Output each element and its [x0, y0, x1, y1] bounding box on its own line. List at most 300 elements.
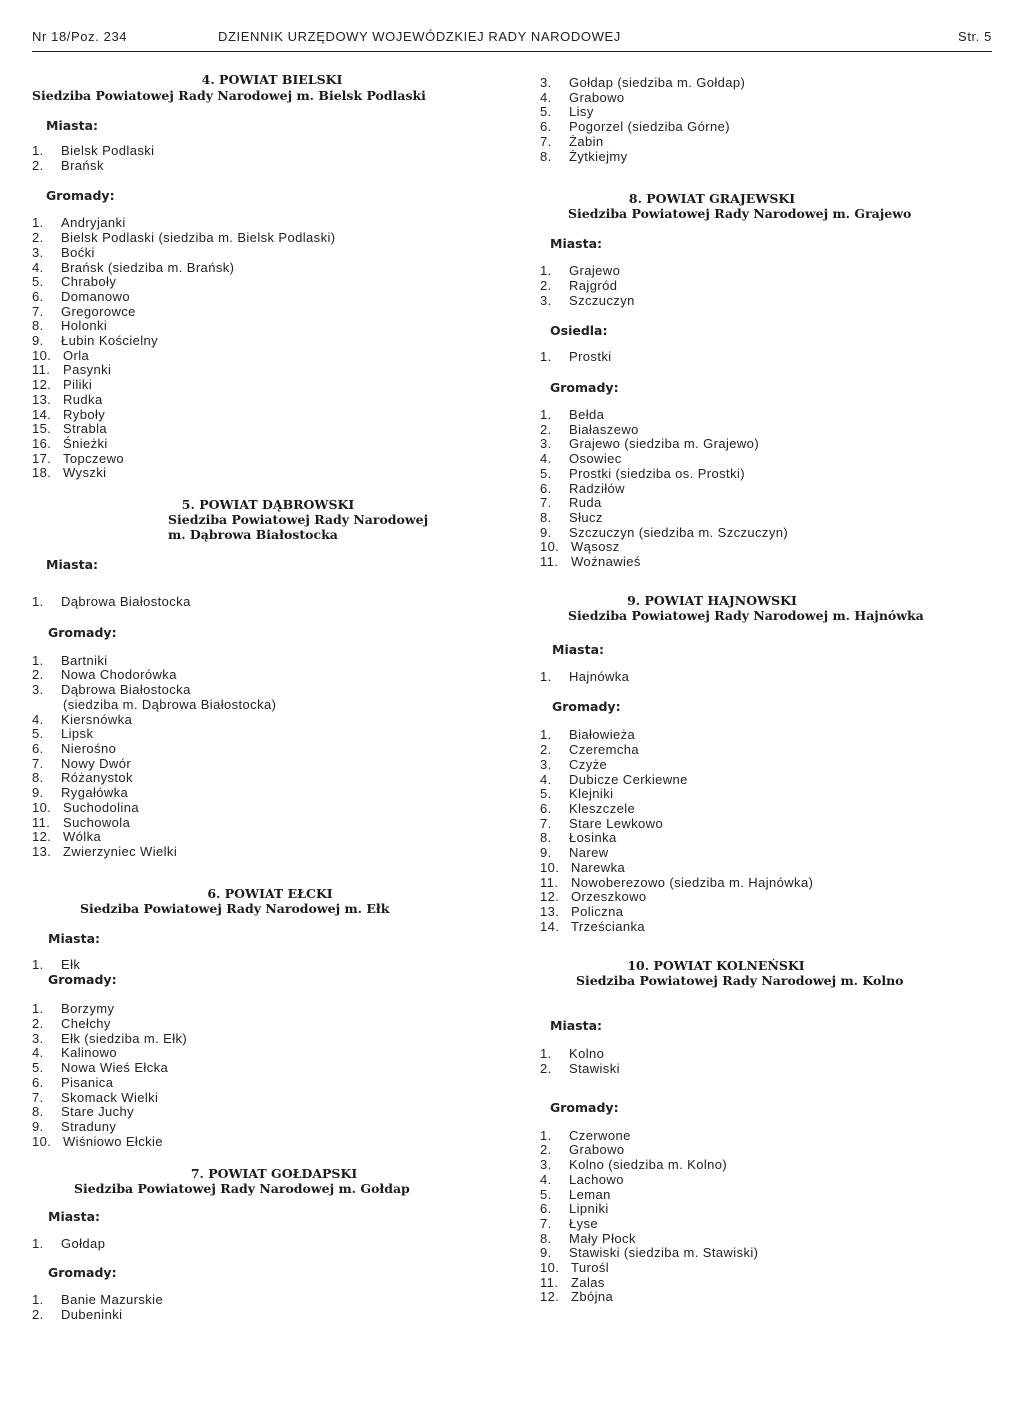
list-item	[32, 1076, 502, 1091]
item-number: 12.	[32, 829, 52, 845]
list-item	[540, 817, 1000, 832]
item-text: Kolno	[569, 1046, 605, 1062]
item-text: Orla	[63, 347, 90, 363]
journal-title: DZIENNIK URZĘDOWY WOJEWÓDZKIEJ RADY NARODOWEJ	[218, 29, 621, 44]
item-number: 2.	[540, 742, 552, 758]
seat-elcki: Siedziba Powiatowej Rady Narodowej m. Ełk	[80, 900, 390, 916]
item-text: Kolno (siedziba m. Kolno)	[569, 1157, 728, 1173]
item-number: 2.	[540, 421, 552, 437]
item-number: 2.	[32, 667, 44, 683]
item-number: 13.	[32, 843, 52, 859]
item-text: Szczuczyn (siedziba m. Szczuczyn)	[569, 524, 789, 540]
list-item	[540, 1188, 1000, 1203]
item-text: Zwierzyniec Wielki	[63, 843, 178, 859]
item-number: 1.	[32, 215, 44, 231]
item-number: 1.	[540, 1046, 552, 1062]
section-title-goldapski: 7. POWIAT GOŁDAPSKI	[190, 1166, 358, 1182]
label-miasta: Miasta:	[46, 557, 99, 573]
list-gromady-bielski	[32, 216, 502, 481]
list-item	[32, 1002, 502, 1017]
item-number: 2.	[32, 1306, 44, 1322]
list-item	[540, 76, 1000, 91]
list-item	[540, 1202, 1000, 1217]
section-title-bielski: 4. POWIAT BIELSKI	[201, 72, 343, 87]
item-text: Nowoberezowo (siedziba m. Hajnówka)	[571, 874, 814, 890]
list-item	[32, 319, 502, 334]
item-text: Kalinowo	[61, 1045, 117, 1061]
item-text: Grabowo	[569, 1142, 625, 1158]
item-text: Banie Mazurskie	[61, 1292, 164, 1308]
item-number: 12.	[32, 377, 52, 393]
item-number: 15.	[32, 421, 52, 437]
item-text: Osowiec	[569, 451, 622, 467]
item-number: 2.	[32, 230, 44, 246]
item-text: Grajewo (siedziba m. Grajewo)	[569, 436, 760, 452]
list-item	[540, 91, 1000, 106]
item-text: Domanowo	[61, 288, 130, 304]
item-number: 7.	[540, 495, 552, 511]
item-text: Brańsk (siedziba m. Brańsk)	[61, 259, 235, 275]
list-item	[540, 482, 1000, 497]
seat-grajewski: Siedziba Powiatowej Rady Narodowej m. Grajewo	[568, 206, 912, 222]
seat-goldapski: Siedziba Powiatowej Rady Narodowej m. Gołdap	[74, 1181, 410, 1197]
item-number: 7.	[32, 303, 44, 319]
list-item	[540, 1217, 1000, 1232]
label-miasta: Miasta:	[46, 118, 99, 133]
item-number: 14.	[540, 918, 560, 934]
item-number: 11.	[32, 362, 51, 378]
item-text: Andryjanki	[61, 215, 126, 231]
item-number: 4.	[540, 451, 552, 467]
list-item	[32, 698, 502, 713]
item-number: 4.	[540, 771, 552, 787]
item-text: Grajewo	[569, 263, 621, 279]
item-text: Chełchy	[61, 1016, 111, 1032]
label-gromady: Gromady:	[46, 188, 115, 204]
item-text: Topczewo	[63, 450, 125, 466]
item-number: 11.	[540, 554, 559, 570]
item-number: 12.	[540, 889, 560, 905]
list-item	[32, 786, 502, 801]
section-title-kolnenski: 10. POWIAT KOLNEŃSKI	[627, 958, 805, 974]
list-item	[32, 845, 502, 860]
list-gromady-hajnowski	[540, 728, 1000, 934]
list-item	[540, 1232, 1000, 1247]
list-miasta-dabrowski	[32, 595, 502, 610]
section-title-hajnowski: 9. POWIAT HAJNOWSKI	[627, 592, 797, 608]
list-item	[32, 654, 502, 669]
list-item	[540, 264, 1000, 279]
item-text: Nowa Chodorówka	[61, 667, 177, 683]
list-miasta-kolnenski	[540, 1047, 1000, 1076]
item-text: Dubicze Cerkiewne	[569, 771, 688, 787]
item-text: Łubin Kościelny	[61, 333, 159, 349]
item-number: 1.	[32, 956, 44, 972]
item-number: 16.	[32, 435, 52, 451]
item-text: Łosinka	[569, 830, 617, 846]
list-item	[32, 466, 502, 481]
list-item	[540, 1290, 1000, 1305]
item-text: Kleszczele	[569, 800, 636, 816]
list-item	[540, 743, 1000, 758]
item-number: 2.	[540, 1061, 552, 1077]
item-number: 1.	[32, 594, 44, 610]
item-number: 2.	[32, 1016, 44, 1032]
item-number: 8.	[540, 509, 552, 525]
item-number: 6.	[32, 740, 44, 756]
item-number: 1.	[540, 727, 552, 743]
list-item	[32, 1032, 502, 1047]
list-item	[32, 159, 502, 174]
item-text: Piliki	[63, 377, 93, 393]
list-item	[32, 363, 502, 378]
list-item	[540, 135, 1000, 150]
item-text: Wiśniowo Ełckie	[63, 1133, 163, 1149]
seat-dabrowski-line2: m. Dąbrowa Białostocka	[168, 527, 338, 543]
item-text: Słucz	[569, 509, 603, 525]
list-item	[32, 713, 502, 728]
item-text: Skomack Wielki	[61, 1089, 159, 1105]
list-item	[540, 467, 1000, 482]
list-item	[32, 742, 502, 757]
list-item	[540, 526, 1000, 541]
item-number: 7.	[32, 1089, 44, 1105]
item-text: Borzymy	[61, 1001, 115, 1017]
list-item	[540, 294, 1000, 309]
list-item	[540, 1261, 1000, 1276]
list-item	[540, 1047, 1000, 1062]
item-text: Rygałówka	[61, 785, 129, 801]
item-number: 5.	[32, 1060, 44, 1076]
list-miasta-hajnowski	[540, 670, 1000, 685]
item-number: 5.	[540, 104, 552, 120]
label-gromady: Gromady:	[48, 1265, 117, 1281]
item-number: 4.	[32, 711, 44, 727]
list-item	[540, 120, 1000, 135]
seat-bielski: Siedziba Powiatowej Rady Narodowej m. Bielsk Podlaski	[32, 88, 426, 103]
item-text: Klejniki	[569, 786, 614, 802]
seat-kolnenski: Siedziba Powiatowej Rady Narodowej m. Kolno	[576, 973, 904, 989]
item-text: Brańsk	[61, 157, 104, 173]
item-text: Nierośno	[61, 740, 117, 756]
item-number: 1.	[540, 263, 552, 279]
item-number: 13.	[32, 391, 52, 407]
item-text: Stawiski	[569, 1061, 620, 1077]
item-number: 6.	[540, 800, 552, 816]
item-number: 10.	[32, 1133, 52, 1149]
item-number: 1.	[32, 1236, 44, 1252]
item-text: Lachowo	[569, 1171, 624, 1187]
item-text: Pasynki	[63, 362, 112, 378]
list-item	[540, 670, 1000, 685]
label-miasta: Miasta:	[550, 236, 603, 252]
item-number: 8.	[32, 318, 44, 334]
item-number: 8.	[540, 1230, 552, 1246]
list-miasta-grajewski	[540, 264, 1000, 308]
item-number: 3.	[540, 75, 552, 90]
item-number: 3.	[32, 244, 44, 260]
label-gromady: Gromady:	[48, 624, 117, 640]
item-text: Ryboły	[63, 406, 106, 422]
item-number: 11.	[32, 814, 51, 830]
item-text: Rudka	[63, 391, 103, 407]
item-text: (siedziba m. Dąbrowa Białostocka)	[63, 696, 277, 712]
list-item	[540, 350, 1000, 365]
list-osiedla-grajewski	[540, 350, 1000, 365]
item-number: 9.	[540, 524, 552, 540]
item-text: Suchodolina	[63, 799, 139, 815]
list-item	[32, 801, 502, 816]
list-item	[32, 727, 502, 742]
item-number: 1.	[540, 349, 552, 365]
item-text: Stare Juchy	[61, 1104, 135, 1120]
list-item	[540, 1143, 1000, 1158]
item-number: 5.	[540, 1186, 552, 1202]
label-gromady: Gromady:	[48, 972, 117, 988]
item-text: Stawiski (siedziba m. Stawiski)	[569, 1245, 759, 1261]
list-item	[540, 496, 1000, 511]
item-text: Bartniki	[61, 652, 108, 668]
item-text: Ruda	[569, 495, 602, 511]
item-text: Żabin	[569, 133, 604, 149]
label-osiedla: Osiedla:	[550, 323, 608, 339]
item-number: 9.	[32, 333, 44, 349]
list-item	[32, 1308, 502, 1323]
item-number: 2.	[540, 1142, 552, 1158]
item-number: 4.	[32, 1045, 44, 1061]
section-dabrowski-head	[32, 497, 502, 577]
list-item	[540, 831, 1000, 846]
item-number: 1.	[32, 1001, 44, 1017]
list-item	[32, 349, 502, 364]
seat-dabrowski-line1: Siedziba Powiatowej Rady Narodowej	[168, 512, 429, 528]
item-text: Nowa Wieś Ełcka	[61, 1060, 169, 1076]
item-text: Radziłów	[569, 480, 625, 496]
list-item	[32, 1017, 502, 1032]
list-item	[540, 150, 1000, 165]
list-item	[32, 1105, 502, 1120]
list-item	[32, 305, 502, 320]
label-miasta: Miasta:	[48, 1209, 101, 1225]
list-item	[32, 231, 502, 246]
item-number: 10.	[540, 859, 560, 875]
item-text: Wólka	[63, 829, 102, 845]
label-miasta: Miasta:	[552, 641, 605, 657]
item-number: 1.	[540, 407, 552, 423]
list-item	[540, 758, 1000, 773]
item-number: 6.	[32, 1074, 44, 1090]
list-gromady-goldapski-cont	[540, 76, 1000, 164]
item-number: 8.	[32, 1104, 44, 1120]
label-gromady: Gromady:	[552, 699, 621, 715]
list-item	[32, 275, 502, 290]
item-text: Holonki	[61, 318, 108, 334]
list-item	[32, 958, 502, 973]
list-item	[32, 408, 502, 423]
label-miasta: Miasta:	[48, 930, 101, 946]
header-rule	[32, 51, 992, 52]
list-item	[540, 555, 1000, 570]
section-title-elcki: 6. POWIAT EŁCKI	[207, 885, 333, 901]
item-text: Stare Lewkowo	[569, 815, 664, 831]
item-number: 3.	[32, 1030, 44, 1046]
item-number: 3.	[540, 756, 552, 772]
item-number: 4.	[540, 1171, 552, 1187]
item-text: Rajgród	[569, 277, 618, 293]
list-item	[32, 334, 502, 349]
item-text: Kiersnówka	[61, 711, 133, 727]
item-number: 5.	[540, 465, 552, 481]
list-item	[32, 437, 502, 452]
left-column	[32, 72, 502, 1322]
item-number: 10.	[540, 1260, 560, 1276]
list-item	[32, 1091, 502, 1106]
section-title-grajewski: 8. POWIAT GRAJEWSKI	[628, 191, 796, 207]
item-number: 9.	[32, 785, 44, 801]
list-item	[32, 1046, 502, 1061]
item-number: 14.	[32, 406, 52, 422]
item-number: 7.	[540, 815, 552, 831]
list-gromady-kolnenski	[540, 1129, 1000, 1305]
right-column	[540, 72, 1000, 1305]
list-item	[540, 1276, 1000, 1291]
list-item	[540, 846, 1000, 861]
item-number: 2.	[32, 157, 44, 173]
item-number: 4.	[540, 89, 552, 105]
item-text: Straduny	[61, 1118, 117, 1134]
item-number: 11.	[540, 1274, 559, 1290]
item-text: Bełda	[569, 407, 605, 423]
list-item	[540, 905, 1000, 920]
list-item	[32, 246, 502, 261]
item-text: Białaszewo	[569, 421, 639, 437]
list-item	[32, 290, 502, 305]
item-number: 10.	[32, 799, 52, 815]
item-number: 5.	[32, 274, 44, 290]
item-text: Grabowo	[569, 89, 625, 105]
item-number: 7.	[540, 133, 552, 149]
item-text: Ełk	[61, 956, 81, 972]
item-text: Czeremcha	[569, 742, 640, 758]
item-text: Wyszki	[63, 465, 107, 481]
item-text: Czyże	[569, 756, 608, 772]
list-item	[32, 422, 502, 437]
list-item	[32, 378, 502, 393]
item-number: 5.	[32, 726, 44, 742]
item-number: 1.	[32, 652, 44, 668]
item-number: 18.	[32, 465, 52, 481]
list-item	[32, 1120, 502, 1135]
list-item	[32, 757, 502, 772]
item-text: Woźnawieś	[571, 554, 641, 570]
page-number: Str. 5	[958, 29, 992, 44]
item-number: 1.	[540, 1127, 552, 1143]
list-item	[540, 787, 1000, 802]
item-text: Dąbrowa Białostocka	[61, 682, 191, 698]
item-text: Narewka	[571, 859, 626, 875]
item-text: Boćki	[61, 244, 95, 260]
item-number: 6.	[540, 480, 552, 496]
item-number: 4.	[32, 259, 44, 275]
item-number: 6.	[540, 1201, 552, 1217]
label-gromady: Gromady:	[550, 380, 619, 396]
list-item	[540, 728, 1000, 743]
list-gromady-grajewski	[540, 408, 1000, 570]
item-text: Policzna	[571, 903, 624, 919]
list-item	[540, 802, 1000, 817]
item-number: 5.	[540, 786, 552, 802]
item-number: 1.	[540, 668, 552, 684]
item-text: Suchowola	[63, 814, 131, 830]
item-text: Zalas	[571, 1274, 605, 1290]
item-number: 9.	[540, 845, 552, 861]
item-text: Prostki (siedziba os. Prostki)	[569, 465, 745, 481]
item-number: 6.	[32, 288, 44, 304]
item-number: 7.	[32, 755, 44, 771]
list-item	[540, 511, 1000, 526]
list-item	[540, 1129, 1000, 1144]
item-text: Wąsosz	[571, 539, 620, 555]
list-item	[540, 540, 1000, 555]
item-text: Turośl	[571, 1260, 610, 1276]
item-text: Lipsk	[61, 726, 94, 742]
list-item	[32, 1135, 502, 1150]
list-item	[32, 816, 502, 831]
label-gromady: Gromady:	[550, 1099, 619, 1115]
list-item	[32, 595, 502, 610]
list-item	[540, 437, 1000, 452]
list-item	[32, 830, 502, 845]
item-text: Ełk (siedziba m. Ełk)	[61, 1030, 188, 1046]
list-miasta-goldapski	[32, 1237, 502, 1252]
item-text: Mały Płock	[569, 1230, 636, 1246]
list-miasta-bielski	[32, 144, 502, 173]
item-text: Gregorowce	[61, 303, 136, 319]
item-text: Zbójna	[571, 1289, 614, 1305]
list-item	[32, 144, 502, 159]
list-item	[32, 771, 502, 786]
list-item	[540, 1158, 1000, 1173]
item-number: 8.	[32, 770, 44, 786]
item-text: Bielsk Podlaski (siedziba m. Bielsk Podlaski)	[61, 230, 336, 246]
item-text: Gołdap	[61, 1236, 106, 1252]
item-text: Żytkiejmy	[569, 148, 628, 164]
item-number: 1.	[32, 1292, 44, 1308]
list-item	[540, 920, 1000, 935]
item-number: 3.	[540, 292, 552, 308]
item-number: 10.	[540, 539, 560, 555]
item-number: 1.	[32, 143, 44, 158]
list-item	[32, 1061, 502, 1076]
list-item	[540, 876, 1000, 891]
list-item	[540, 890, 1000, 905]
section-title-dabrowski: 5. POWIAT DĄBROWSKI	[181, 497, 355, 513]
list-item	[540, 861, 1000, 876]
list-item	[32, 261, 502, 276]
item-text: Czerwone	[569, 1127, 631, 1143]
label-miasta: Miasta:	[550, 1018, 603, 1034]
item-text: Nowy Dwór	[61, 755, 132, 771]
list-item	[540, 773, 1000, 788]
list-item	[32, 452, 502, 467]
item-text: Leman	[569, 1186, 611, 1202]
list-item	[540, 452, 1000, 467]
list-item	[540, 1062, 1000, 1077]
item-number: 8.	[540, 148, 552, 164]
item-number: 8.	[540, 830, 552, 846]
item-number: 3.	[32, 682, 44, 698]
page-header	[32, 29, 992, 44]
